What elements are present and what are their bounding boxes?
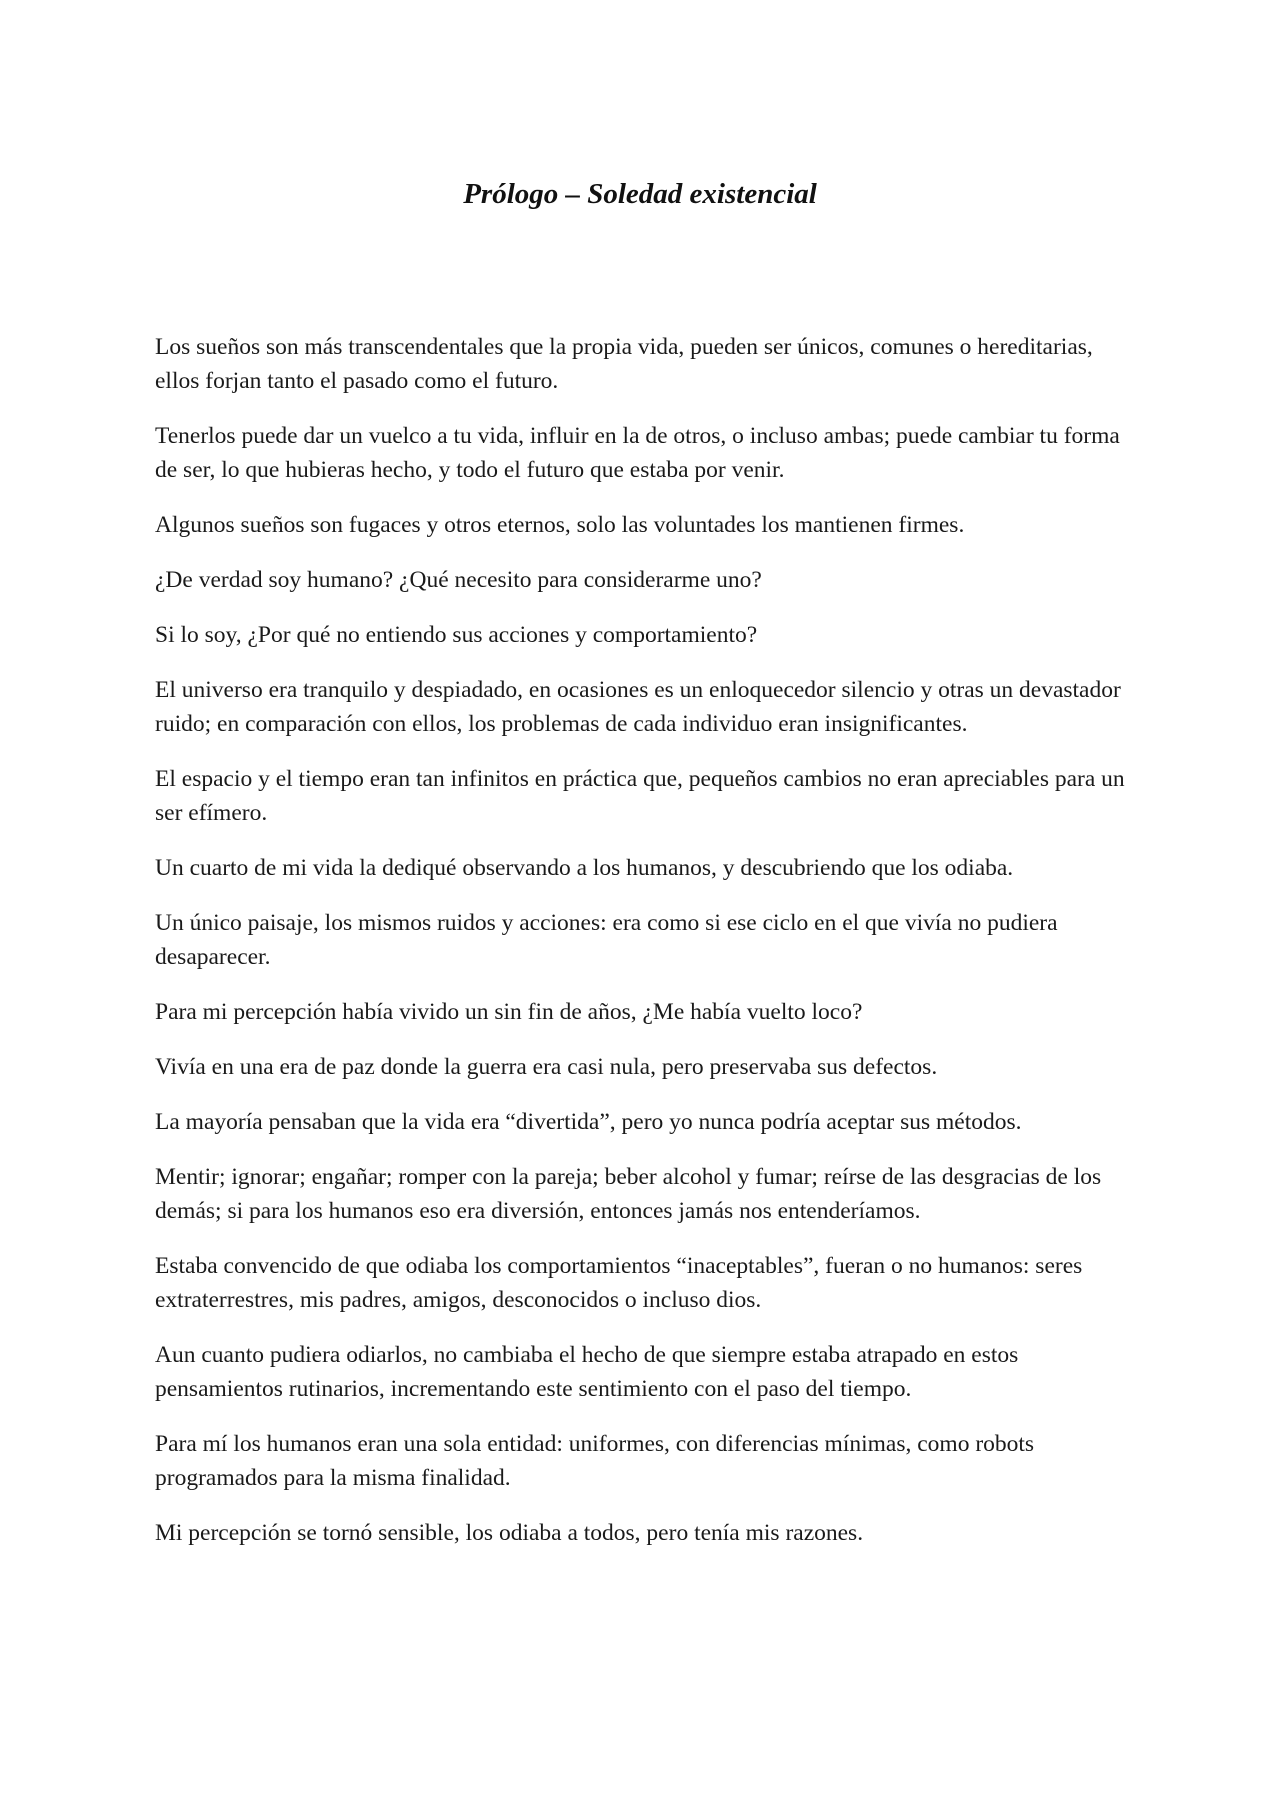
paragraph: Tenerlos puede dar un vuelco a tu vida, influir en la de otros, o incluso ambas; puede cambiar tu forma de ser, lo que hubieras hecho, y todo el futuro que estaba por venir. [155, 423, 1120, 483]
page-title: Prólogo – Soledad existencial [463, 178, 817, 210]
paragraph: Para mí los humanos eran una sola entidad: uniformes, con diferencias mínimas, como robots programados para la misma finalidad. [155, 1431, 1035, 1491]
paragraph: Mentir; ignorar; engañar; romper con la pareja; beber alcohol y fumar; reírse de las desgracias de los demás; si para los humanos eso era diversión, entonces jamás nos entenderíamos. [155, 1164, 1102, 1224]
paragraph: Para mi percepción había vivido un sin fin de años, ¿Me había vuelto loco? [155, 999, 863, 1025]
paragraph: ¿De verdad soy humano? ¿Qué necesito para considerarme uno? [155, 567, 762, 593]
paragraph: Mi percepción se tornó sensible, los odiaba a todos, pero tenía mis razones. [155, 1520, 864, 1546]
paragraph: Aun cuanto pudiera odiarlos, no cambiaba el hecho de que siempre estaba atrapado en estos pensamientos rutinarios, incrementando este sentimiento con el paso del tiempo. [155, 1342, 1019, 1402]
paragraph: Algunos sueños son fugaces y otros eternos, solo las voluntades los mantienen firmes. [155, 512, 965, 538]
paragraph: El espacio y el tiempo eran tan infinitos en práctica que, pequeños cambios no eran apreciables para un ser efímero. [155, 766, 1125, 826]
paragraph: Vivía en una era de paz donde la guerra era casi nula, pero preservaba sus defectos. [155, 1054, 938, 1080]
paragraph: El universo era tranquilo y despiadado, en ocasiones es un enloquecedor silencio y otras un devastador ruido; en comparación con ellos, los problemas de cada individuo eran insignificantes. [155, 677, 1121, 737]
paragraph: Los sueños son más transcendentales que la propia vida, pueden ser únicos, comunes o hereditarias, ellos forjan tanto el pasado como el futuro. [155, 334, 1093, 394]
document-body [155, 330, 1135, 1571]
paragraph: Si lo soy, ¿Por qué no entiendo sus acciones y comportamiento? [155, 622, 758, 648]
paragraph: Estaba convencido de que odiaba los comportamientos “inaceptables”, fueran o no humanos: seres extraterrestres, mis padres, amigos, desconocidos o incluso dios. [155, 1253, 1083, 1313]
paragraph: La mayoría pensaban que la vida era “divertida”, pero yo nunca podría aceptar sus métodos. [155, 1109, 1022, 1135]
paragraph: Un cuarto de mi vida la dediqué observando a los humanos, y descubriendo que los odiaba. [155, 855, 1014, 881]
paragraph: Un único paisaje, los mismos ruidos y acciones: era como si ese ciclo en el que vivía no pudiera desaparecer. [155, 910, 1058, 970]
